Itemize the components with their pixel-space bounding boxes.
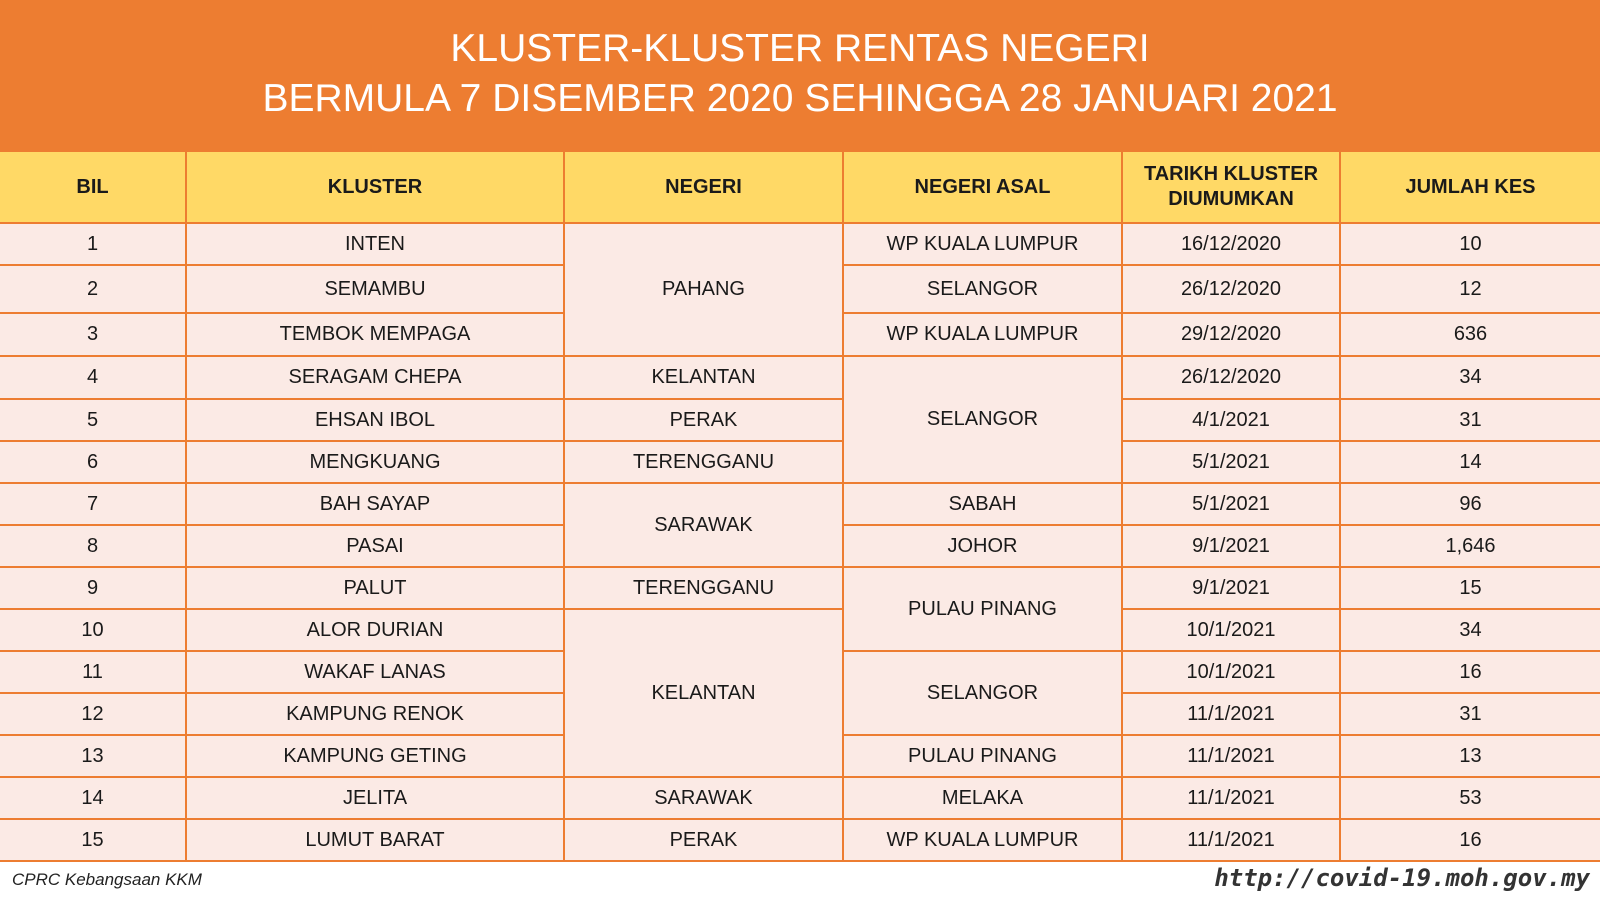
col-header-negeri-asal: NEGERI ASAL [844, 152, 1123, 224]
cell-kluster: TEMBOK MEMPAGA [187, 314, 565, 357]
cell-kluster: KAMPUNG GETING [187, 736, 565, 778]
cell-negeri: TERENGGANU [565, 442, 844, 484]
cell-jumlah: 34 [1341, 610, 1600, 652]
cell-tarikh: 11/1/2021 [1123, 736, 1341, 778]
cell-jumlah: 31 [1341, 694, 1600, 736]
col-header-tarikh: TARIKH KLUSTER DIUMUMKAN [1123, 152, 1341, 224]
cell-tarikh: 4/1/2021 [1123, 400, 1341, 442]
cell-bil: 6 [0, 442, 187, 484]
cell-bil: 15 [0, 820, 187, 862]
cell-jumlah: 16 [1341, 652, 1600, 694]
cell-jumlah: 12 [1341, 266, 1600, 314]
cell-bil: 3 [0, 314, 187, 357]
cell-jumlah: 636 [1341, 314, 1600, 357]
cell-bil: 10 [0, 610, 187, 652]
clusters-table [0, 152, 1600, 862]
source-credit: CPRC Kebangsaan KKM [12, 870, 202, 889]
cell-tarikh: 9/1/2021 [1123, 568, 1341, 610]
cell-bil: 8 [0, 526, 187, 568]
cell-jumlah: 1,646 [1341, 526, 1600, 568]
cell-negeri: SARAWAK [565, 778, 844, 820]
cell-kluster: WAKAF LANAS [187, 652, 565, 694]
cell-negeri-asal: SELANGOR [844, 266, 1123, 314]
cell-negeri-asal: SELANGOR [844, 652, 1123, 736]
cell-tarikh: 11/1/2021 [1123, 694, 1341, 736]
cell-negeri: TERENGGANU [565, 568, 844, 610]
cell-tarikh: 16/12/2020 [1123, 224, 1341, 266]
cell-negeri-asal: WP KUALA LUMPUR [844, 314, 1123, 357]
cell-kluster: LUMUT BARAT [187, 820, 565, 862]
cell-negeri: PERAK [565, 820, 844, 862]
cell-kluster: PALUT [187, 568, 565, 610]
cell-tarikh: 9/1/2021 [1123, 526, 1341, 568]
title-banner [0, 0, 1600, 152]
cell-negeri-asal: MELAKA [844, 778, 1123, 820]
cell-tarikh: 11/1/2021 [1123, 820, 1341, 862]
cell-bil: 14 [0, 778, 187, 820]
cell-tarikh: 29/12/2020 [1123, 314, 1341, 357]
col-header-bil: BIL [0, 152, 187, 224]
cell-kluster: ALOR DURIAN [187, 610, 565, 652]
cell-jumlah: 34 [1341, 357, 1600, 400]
cell-bil: 2 [0, 266, 187, 314]
cell-negeri: KELANTAN [565, 610, 844, 778]
cell-negeri-asal: JOHOR [844, 526, 1123, 568]
cell-negeri-asal: WP KUALA LUMPUR [844, 820, 1123, 862]
cell-kluster: EHSAN IBOL [187, 400, 565, 442]
cell-tarikh: 5/1/2021 [1123, 484, 1341, 526]
cell-jumlah: 31 [1341, 400, 1600, 442]
title-line-2: BERMULA 7 DISEMBER 2020 SEHINGGA 28 JANUARI 2021 [262, 77, 1338, 120]
col-header-negeri: NEGERI [565, 152, 844, 224]
cell-kluster: SERAGAM CHEPA [187, 357, 565, 400]
cell-negeri-asal: SABAH [844, 484, 1123, 526]
cell-negeri: PAHANG [565, 224, 844, 357]
col-header-kluster: KLUSTER [187, 152, 565, 224]
cell-tarikh: 10/1/2021 [1123, 610, 1341, 652]
cell-jumlah: 13 [1341, 736, 1600, 778]
title-line-1: KLUSTER-KLUSTER RENTAS NEGERI [450, 27, 1150, 70]
cell-bil: 7 [0, 484, 187, 526]
cell-negeri-asal: PULAU PINANG [844, 568, 1123, 652]
cell-jumlah: 96 [1341, 484, 1600, 526]
cell-jumlah: 16 [1341, 820, 1600, 862]
cell-tarikh: 26/12/2020 [1123, 266, 1341, 314]
col-header-jumlah: JUMLAH KES [1341, 152, 1600, 224]
cell-kluster: BAH SAYAP [187, 484, 565, 526]
cell-negeri: PERAK [565, 400, 844, 442]
cell-bil: 11 [0, 652, 187, 694]
cell-kluster: INTEN [187, 224, 565, 266]
cell-bil: 4 [0, 357, 187, 400]
cell-jumlah: 10 [1341, 224, 1600, 266]
source-url: http://covid-19.moh.gov.my [1214, 864, 1590, 892]
cell-negeri-asal: PULAU PINANG [844, 736, 1123, 778]
cell-negeri: SARAWAK [565, 484, 844, 568]
cell-bil: 12 [0, 694, 187, 736]
cell-bil: 9 [0, 568, 187, 610]
cell-tarikh: 5/1/2021 [1123, 442, 1341, 484]
cell-negeri-asal: WP KUALA LUMPUR [844, 224, 1123, 266]
cell-kluster: SEMAMBU [187, 266, 565, 314]
cell-negeri-asal: SELANGOR [844, 357, 1123, 484]
cell-kluster: PASAI [187, 526, 565, 568]
cell-jumlah: 14 [1341, 442, 1600, 484]
cell-tarikh: 26/12/2020 [1123, 357, 1341, 400]
cell-bil: 5 [0, 400, 187, 442]
cell-kluster: KAMPUNG RENOK [187, 694, 565, 736]
cell-kluster: JELITA [187, 778, 565, 820]
cell-kluster: MENGKUANG [187, 442, 565, 484]
cell-jumlah: 15 [1341, 568, 1600, 610]
cell-jumlah: 53 [1341, 778, 1600, 820]
cell-bil: 13 [0, 736, 187, 778]
cell-negeri: KELANTAN [565, 357, 844, 400]
cell-tarikh: 11/1/2021 [1123, 778, 1341, 820]
cell-bil: 1 [0, 224, 187, 266]
cell-tarikh: 10/1/2021 [1123, 652, 1341, 694]
